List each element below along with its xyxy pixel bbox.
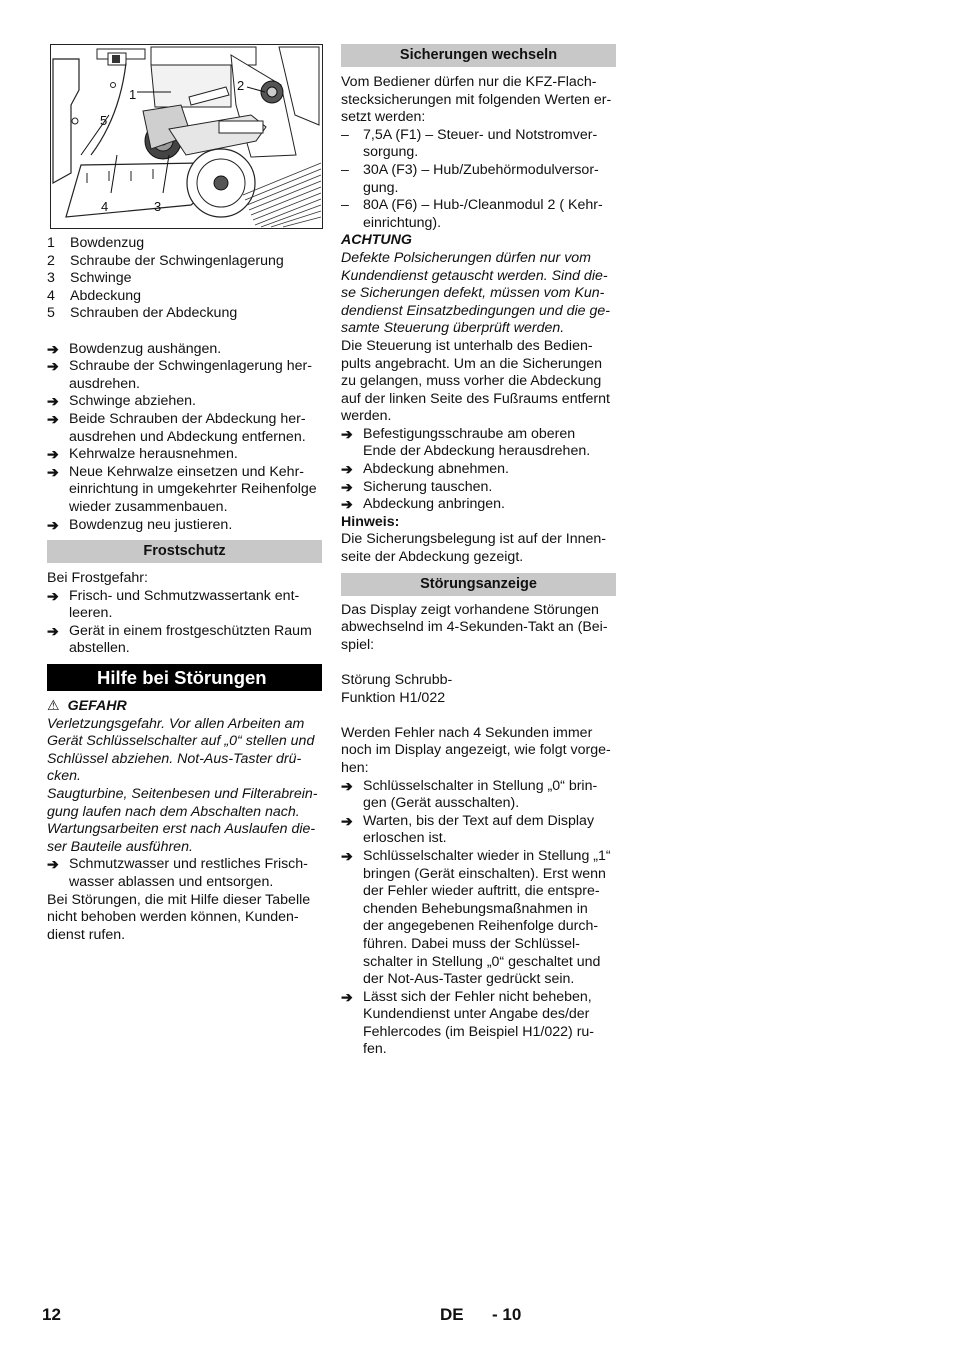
dash-glyph: – <box>341 161 349 178</box>
gefahr-line: Wartungsarbeiten erst nach Auslaufen die- <box>47 821 316 838</box>
gefahr-label <box>47 698 322 716</box>
legend-number: 3 <box>47 270 55 287</box>
gefahr-warning-text <box>47 716 322 857</box>
frost-step <box>47 588 322 623</box>
sicherungen-list <box>341 127 616 233</box>
callout-3: 3 <box>154 199 162 214</box>
step-line: der Fehler wieder auftritt, die entspre- <box>363 883 600 900</box>
achtung-label: ACHTUNG <box>341 232 412 249</box>
legend-number: 1 <box>47 235 55 251</box>
stoer-step <box>341 813 616 848</box>
step-line: der Not-Aus-Taster gedrückt sein. <box>363 971 575 988</box>
achtung-line: Defekte Polsicherungen dürfen nur vom <box>341 249 591 266</box>
sicherungen-intro <box>341 74 616 127</box>
roller-step <box>47 464 322 517</box>
roller-step <box>47 446 322 464</box>
step-line: führen. Dabei muss der Schlüssel- <box>363 935 580 952</box>
step-text <box>69 623 312 658</box>
achtung-line: dendienst Einsatzbedingungen und die ge- <box>341 302 610 319</box>
step-line: wasser ablassen und entsorgen. <box>69 874 274 890</box>
callout-1: 1 <box>129 87 137 102</box>
step-line: Schlüsselschalter in Stellung „0“ brin- <box>363 777 598 794</box>
sicherungen-paragraph <box>341 338 616 426</box>
fuse-line: 80A (F6) – Hub-/Cleanmodul 2 ( Kehr- <box>363 197 603 214</box>
gefahr-line: cken. <box>47 768 81 785</box>
sich-step <box>341 479 616 497</box>
arrow-icon: ➔ <box>47 856 59 873</box>
gefahr-line: Saugturbine, Seitenbesen und Filterabrein- <box>47 786 318 803</box>
legend-item <box>47 305 322 323</box>
arrow-icon: ➔ <box>341 478 353 495</box>
arrow-icon: ➔ <box>341 812 353 829</box>
page-number: 12 <box>42 1305 61 1324</box>
step-line: der angegebenen Reihenfolge durch- <box>363 918 599 935</box>
arrow-icon: ➔ <box>47 358 59 375</box>
stoer-step <box>341 778 616 813</box>
step-text <box>363 426 590 461</box>
left-column <box>47 44 322 944</box>
step-line: ausdrehen. <box>69 375 140 392</box>
frost-intro: Bei Frostgefahr: <box>47 570 148 587</box>
arrow-icon: ➔ <box>341 461 353 478</box>
legend-text: Abdeckung <box>70 287 141 304</box>
step-line: bringen (Gerät einschalten). Erst wenn <box>363 865 606 882</box>
step-text <box>363 778 597 813</box>
arrow-icon: ➔ <box>341 496 353 513</box>
step-line: Bowdenzug neu justieren. <box>69 516 233 533</box>
achtung-line: Kundendienst getauscht werden. Sind die- <box>341 267 608 284</box>
callout-4: 4 <box>101 199 109 214</box>
hilfe-line: Bei Störungen, die mit Hilfe dieser Tabelle <box>47 891 311 908</box>
legend-text: Schraube der Schwingenlagerung <box>70 252 284 269</box>
legend-number: 2 <box>47 252 55 269</box>
legend-item <box>47 270 322 288</box>
legend-number: 4 <box>47 287 55 304</box>
fuse-text <box>363 197 603 232</box>
section-page-number: - 10 <box>492 1305 522 1324</box>
callout-2: 2 <box>237 78 245 93</box>
hilfe-line: dienst rufen. <box>47 926 126 943</box>
fuse-line: sorgung. <box>363 144 419 161</box>
sicherungen-steps <box>341 426 616 514</box>
sicherungen-heading: Sicherungen wechseln <box>341 44 616 67</box>
step-line: einrichtung in umgekehrter Reihenfolge <box>69 481 317 498</box>
fuse-line: 7,5A (F1) – Steuer- und Notstromver- <box>363 126 598 143</box>
step-line: Fehlercodes (im Beispiel H1/022) ru- <box>363 1023 595 1040</box>
arrow-icon: ➔ <box>341 777 353 794</box>
sich-para-line: Die Steuerung ist unterhalb des Bedien- <box>341 337 593 354</box>
brush-roller-figure <box>50 44 323 229</box>
stoer-intro-line: spiel: <box>341 636 375 653</box>
stoerung-example <box>341 672 616 707</box>
hilfe-paragraph <box>47 892 322 945</box>
callout-5: 5 <box>100 113 108 128</box>
arrow-icon: ➔ <box>47 587 59 604</box>
arrow-icon: ➔ <box>341 425 353 442</box>
step-line: Schwinge abziehen. <box>69 393 196 410</box>
step-text <box>69 411 306 446</box>
frost-steps <box>47 588 322 658</box>
hilfe-line: nicht behoben werden können, Kunden- <box>47 909 299 926</box>
gefahr-line: Verletzungsgefahr. Vor allen Arbeiten am <box>47 715 305 732</box>
arrow-icon: ➔ <box>47 410 59 427</box>
step-text <box>363 848 611 989</box>
hilfe-step <box>47 856 322 891</box>
arrow-icon: ➔ <box>341 988 353 1005</box>
arrow-icon: ➔ <box>47 393 59 410</box>
legend-text: Bowdenzug <box>70 235 145 251</box>
legend-text: Schrauben der Abdeckung <box>70 305 238 322</box>
step-line: abstellen. <box>69 640 130 657</box>
sich-para-line: pults angebracht. Um an die Sicherungen <box>341 355 603 372</box>
arrow-icon: ➔ <box>341 847 353 864</box>
step-line: Schlüsselschalter wieder in Stellung „1“ <box>363 847 611 864</box>
hilfe-heading: Hilfe bei Störungen <box>47 664 322 691</box>
roller-step <box>47 517 322 535</box>
fuse-item <box>341 127 616 162</box>
arrow-icon: ➔ <box>47 340 59 357</box>
fuse-item <box>341 197 616 232</box>
step-text <box>363 813 594 848</box>
step-line: Ende der Abdeckung herausdrehen. <box>363 443 591 460</box>
step-line: Neue Kehrwalze einsetzen und Kehr- <box>69 463 305 480</box>
right-column <box>341 44 616 1059</box>
step-line: fen. <box>363 1041 387 1058</box>
brush-roller-drawing <box>51 45 322 228</box>
legend-item <box>47 288 322 306</box>
roller-step <box>47 411 322 446</box>
step-line: Frisch- und Schmutzwassertank ent- <box>69 587 300 604</box>
stoer-step <box>341 848 616 989</box>
stoer-para-line: Werden Fehler nach 4 Sekunden immer <box>341 724 593 741</box>
step-line: Beide Schrauben der Abdeckung her- <box>69 410 306 427</box>
step-line: Kehrwalze herausnehmen. <box>69 446 238 463</box>
language-code: DE <box>440 1305 464 1324</box>
step-line: schalter in Stellung „0“ geschaltet und <box>363 953 601 970</box>
fuse-line: gung. <box>363 179 399 196</box>
step-line: Sicherung tauschen. <box>363 478 493 495</box>
stoerungsanzeige-heading: Störungsanzeige <box>341 573 616 596</box>
step-line: ausdrehen und Abdeckung entfernen. <box>69 428 306 445</box>
step-text <box>363 496 505 514</box>
fuse-text <box>363 162 599 197</box>
gefahr-line: gung laufen nach dem Abschalten nach. <box>47 803 300 820</box>
step-line: Warten, bis der Text auf dem Display <box>363 812 595 829</box>
arrow-icon: ➔ <box>47 463 59 480</box>
step-text <box>69 517 232 535</box>
hinweis-line: seite der Abdeckung gezeigt. <box>341 549 524 566</box>
arrow-icon: ➔ <box>47 446 59 463</box>
fuse-text <box>363 127 597 162</box>
step-text <box>363 461 509 479</box>
fuse-line: 30A (F3) – Hub/Zubehörmodulversor- <box>363 161 599 178</box>
stoer-para-line: hen: <box>341 759 369 776</box>
hilfe-step-item <box>47 856 322 891</box>
gefahr-line: Schlüssel abziehen. Not-Aus-Taster drü- <box>47 750 302 767</box>
frost-step <box>47 623 322 658</box>
stoerung-steps <box>341 778 616 1060</box>
dash-glyph: – <box>341 126 349 143</box>
step-line: Bowdenzug aushängen. <box>69 340 222 357</box>
sich-intro-line: setzt werden: <box>341 109 426 126</box>
legend-number: 5 <box>47 305 55 322</box>
sich-step <box>341 461 616 479</box>
stoer-example-line: Funktion H1/022 <box>341 689 446 706</box>
sich-intro-line: stecksicherungen mit folgenden Werten er- <box>341 91 612 108</box>
hinweis-label: Hinweis: <box>341 513 400 530</box>
dash-glyph: – <box>341 197 349 214</box>
sich-intro-line: Vom Bediener dürfen nur die KFZ-Flach- <box>341 74 597 90</box>
step-line: Lässt sich der Fehler nicht beheben, <box>363 988 592 1005</box>
frostschutz-heading: Frostschutz <box>47 540 322 563</box>
step-text <box>69 446 238 464</box>
gefahr-line: ser Bauteile ausführen. <box>47 838 193 855</box>
step-line: wieder zusammenbauen. <box>69 498 228 515</box>
step-line: gen (Gerät ausschalten). <box>363 795 520 812</box>
hinweis-line: Die Sicherungsbelegung ist auf der Innen- <box>341 531 607 548</box>
step-line: erloschen ist. <box>363 830 447 847</box>
fuse-line: einrichtung). <box>363 214 442 231</box>
step-line: Schraube der Schwingenlagerung her- <box>69 358 312 375</box>
achtung-line: se Sicherungen defekt, müssen vom Kun- <box>341 285 605 302</box>
stoer-example-line: Störung Schrubb- <box>341 672 453 688</box>
roller-step <box>47 358 322 393</box>
sich-step <box>341 426 616 461</box>
stoer-intro-line: abwechselnd im 4-Sekunden-Takt an (Bei- <box>341 619 608 636</box>
gefahr-line: Gerät Schlüsselschalter auf „0“ stellen und <box>47 733 315 750</box>
stoer-step <box>341 989 616 1059</box>
legend-item <box>47 235 322 253</box>
step-text <box>69 464 317 517</box>
step-line: Kundendienst unter Angabe des/der <box>363 1006 590 1023</box>
sich-para-line: zu gelangen, muss vorher die Abdeckung <box>341 373 602 390</box>
stoerung-intro <box>341 602 616 655</box>
sich-para-line: auf der linken Seite des Fußraums entfernt <box>341 390 610 407</box>
step-text <box>363 479 492 497</box>
step-text <box>363 989 594 1059</box>
step-line: chenden Behebungsmaßnahmen in <box>363 900 588 917</box>
roller-step <box>47 341 322 359</box>
step-line: Abdeckung anbringen. <box>363 496 505 513</box>
stoer-intro-line: Das Display zeigt vorhandene Störungen <box>341 601 599 618</box>
step-line: Befestigungsschraube am oberen <box>363 425 576 442</box>
stoer-para-line: noch im Display angezeigt, wie folgt vorge- <box>341 742 611 759</box>
arrow-icon: ➔ <box>47 622 59 639</box>
arrow-icon: ➔ <box>47 516 59 533</box>
stoerung-paragraph <box>341 725 616 778</box>
roller-step <box>47 393 322 411</box>
step-line: Schmutzwasser und restliches Frisch- <box>69 856 308 873</box>
step-line: Abdeckung abnehmen. <box>363 461 509 478</box>
hinweis-text <box>341 531 616 566</box>
roller-steps <box>47 341 322 535</box>
step-text <box>69 856 308 891</box>
gefahr-text: GEFAHR <box>67 698 127 715</box>
step-text <box>69 588 299 623</box>
step-line: Gerät in einem frostgeschützten Raum <box>69 622 312 639</box>
step-text <box>69 358 312 393</box>
sich-step <box>341 496 616 514</box>
achtung-line: samte Steuerung überprüft werden. <box>341 320 565 337</box>
step-line: leeren. <box>69 605 113 622</box>
step-text <box>69 341 221 359</box>
sich-para-line: werden. <box>341 408 392 425</box>
figure-legend <box>47 235 322 323</box>
legend-text: Schwinge <box>70 270 132 287</box>
step-text <box>69 393 196 411</box>
legend-item <box>47 253 322 271</box>
achtung-text <box>341 250 616 338</box>
warning-icon: ⚠ <box>47 698 60 715</box>
fuse-item <box>341 162 616 197</box>
